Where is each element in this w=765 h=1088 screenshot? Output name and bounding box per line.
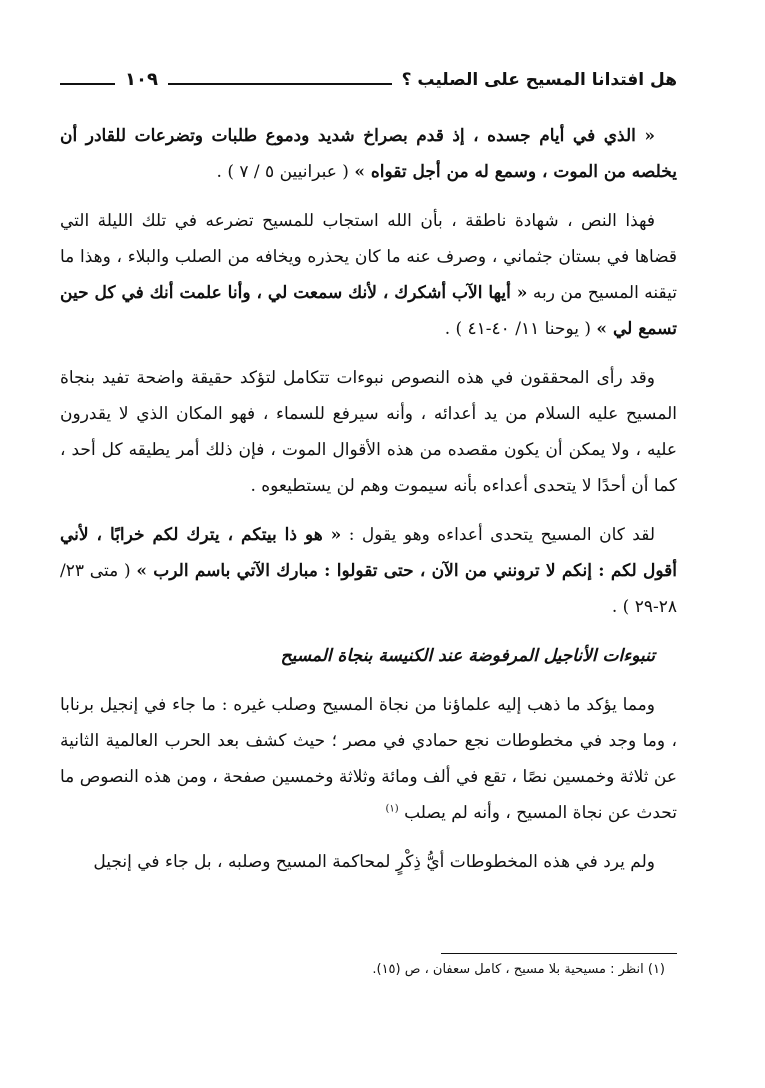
paragraph-text: وقد رأى المحققون في هذه النصوص نبوءات تتكامل لتؤكد حقيقة واضحة تفيد بنجاة المسيح عليه السلام من يد أعدائه ، وأنه سيرفع للسماء ، فهو المكان الذي لا يقدرون عليه ، ولا يمكن أن يكون مقصده من هذه الأقوال الموت ، فإن ذلك أمر يطيقه كل أحد ، كما أن أحدًا لا يتحدى أعداءه بأنه سيموت وهم لن يستطيعوه . (60, 368, 677, 496)
footnote-separator (441, 953, 677, 954)
paragraph-testimony (60, 203, 677, 347)
running-header (60, 50, 677, 90)
citation: ( يوحنا ١١/ ٤٠-٤١ ) . (444, 319, 597, 339)
paragraph-quote-hebrews (60, 118, 677, 190)
paragraph-text: ولم يرد في هذه المخطوطات أيُّ ذِكْرٍ لمحاكمة المسيح وصلبه ، بل جاء في إنجيل (93, 852, 655, 872)
quote-text: « أيها الآب أشكرك ، لأنك سمعت لي ، وأنا علمت أنك في كل حين تسمع لي » (60, 283, 677, 339)
citation: ( عبرانيين ٥ / ٧ ) . (216, 162, 355, 182)
page-number: ١٠٩ (125, 69, 158, 90)
header-title: هل افتدانا المسيح على الصليب ؟ (401, 70, 677, 90)
footnote-reference[interactable]: (١) (385, 803, 399, 815)
paragraph-text: فهذا النص ، شهادة ناطقة ، بأن الله استجاب للمسيح تضرعه في تلك الليلة التي قضاها في بستان جثماني ، وصرف عنه ما كان يحذره ويخافه من الصلب والبلاء ، وهذا ما تيقنه المسيح من ربه (60, 211, 677, 303)
paragraph-text: ومما يؤكد ما ذهب إليه علماؤنا من نجاة المسيح وصلب غيره : ما جاء في إنجيل برنابا ، وما وجد في مخطوطات نجع حمادي في مصر ؛ حيث كشف بعد الحرب العالمية الثانية عن ثلاثة وخمسين نصًا ، تقع في ألف ومائة وثلاثة وخمسين صفحة ، ومن هذه النصوص ما تحدث عن نجاة المسيح ، وأنه لم يصلب (60, 695, 677, 823)
quote-text: « الذي في أيام جسده ، إذ قدم بصراخ شديد ودموع طلبات وتضرعات للقادر أن يخلصه من الموت ، وسمع له من أجل تقواه » (60, 126, 677, 182)
header-rule-end (60, 83, 115, 85)
paragraph-researchers (60, 360, 677, 504)
paragraph-barnabas (60, 687, 677, 831)
paragraph-manuscripts (60, 844, 677, 880)
quote-text: « هو ذا بيتكم ، يترك لكم خرابًا ، لأني أقول لكم : إنكم لا ترونني من الآن ، حتى تقولوا : مبارك الآتي باسم الرب » (60, 525, 678, 581)
paragraph-text: لقد كان المسيح يتحدى أعداءه وهو يقول : (341, 525, 655, 545)
citation: ( متى ٢٣/ ٢٨-٢٩ ) . (60, 561, 677, 617)
section-heading: تنبوءات الأناجيل المرفوضة عند الكنيسة بنجاة المسيح (280, 646, 655, 666)
page-body (60, 118, 677, 893)
paragraph-challenge (60, 517, 677, 625)
footnote: (١) انظر : مسيحية بلا مسيح ، كامل سعفان ، ص (١٥). (372, 962, 665, 977)
header-rule (168, 83, 392, 85)
